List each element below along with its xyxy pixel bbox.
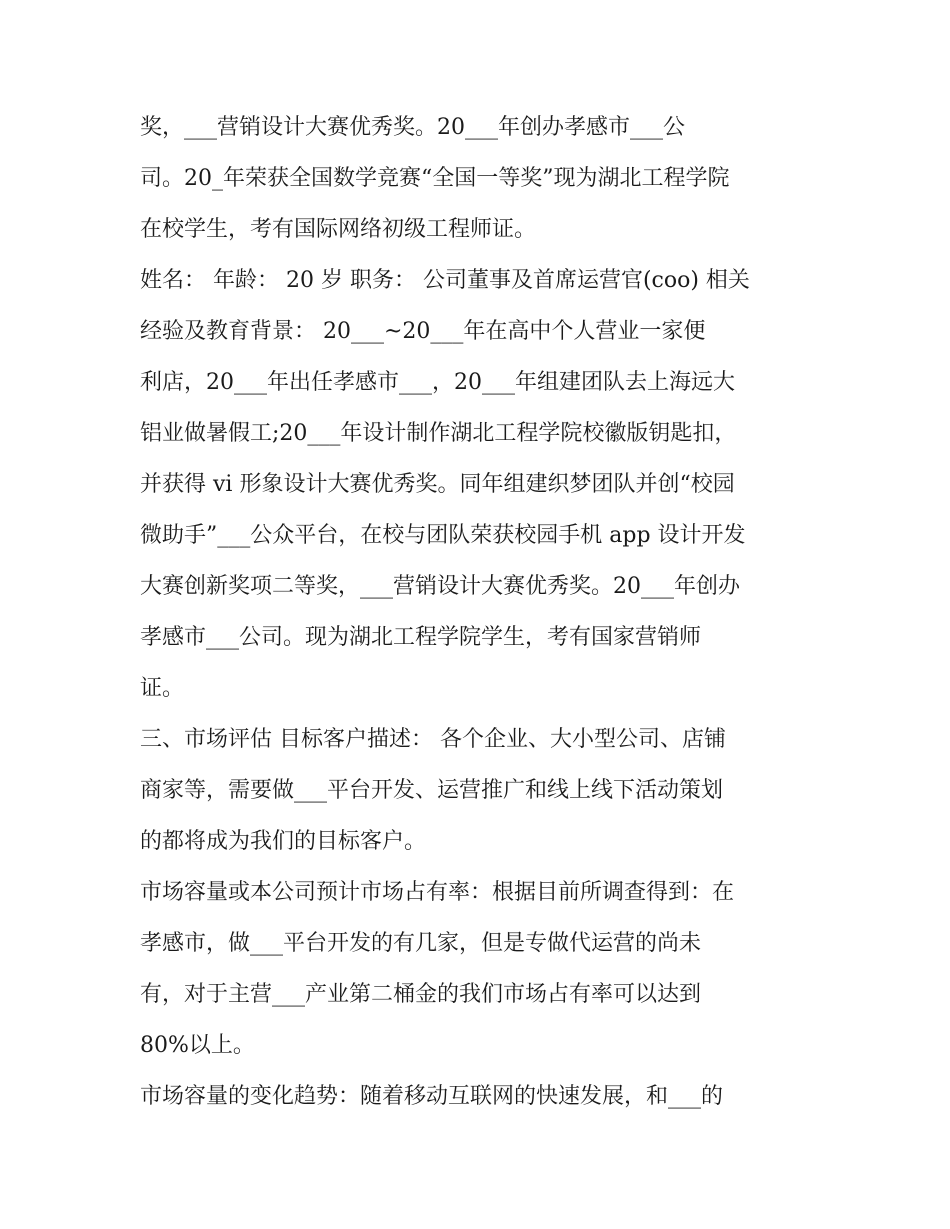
text-line: 证。 [140,676,185,701]
text-line: 铝业做暑假工;20___年设计制作湖北工程学院校徽版钥匙扣， [140,421,737,446]
text-line: 利店，20___年出任孝感市___，20___年组建团队去上海远大 [140,370,735,395]
text-line: 有，对于主营___产业第二桶金的我们市场占有率可以达到 [140,982,702,1007]
text-line: 微助手”___公众平台，在校与团队荣获校园手机 app 设计开发 [140,523,746,548]
text-line: 80%以上。 [140,1033,255,1058]
text-line: 市场容量或本公司预计市场占有率：根据目前所调查得到：在 [140,880,735,905]
text-line: 在校学生，考有国际网络初级工程师证。 [140,217,537,242]
text-line: 三、市场评估 目标客户描述： 各个企业、大小型公司、店铺 [140,727,726,752]
text-line: 经验及教育背景： 20___~20___年在高中个人营业一家便 [140,319,706,344]
text-line: 大赛创新奖项二等奖，___营销设计大赛优秀奖。20___年创办 [140,574,740,599]
text-line: 商家等，需要做___平台开发、运营推广和线上线下活动策划 [140,778,724,803]
text-line: 司。20_年荣获全国数学竞赛“全国一等奖”现为湖北工程学院 [140,166,730,191]
text-line: 孝感市，做___平台开发的有几家，但是专做代运营的尚未 [140,931,702,956]
document-body [140,110,830,1130]
text-line: 姓名： 年龄： 20 岁 职务： 公司董事及首席运营官(coo) 相关 [140,268,750,293]
text-line: 的都将成为我们的目标客户。 [140,829,427,854]
text-line: 孝感市___公司。现为湖北工程学院学生，考有国家营销师 [140,625,702,650]
text-line: 奖，___营销设计大赛优秀奖。20___年创办孝感市___公 [140,115,685,140]
text-line: 并获得 vi 形象设计大赛优秀奖。同年组建织梦团队并创“校园 [140,472,735,497]
text-line: 市场容量的变化趋势：随着移动互联网的快速发展，和___的 [140,1084,724,1109]
